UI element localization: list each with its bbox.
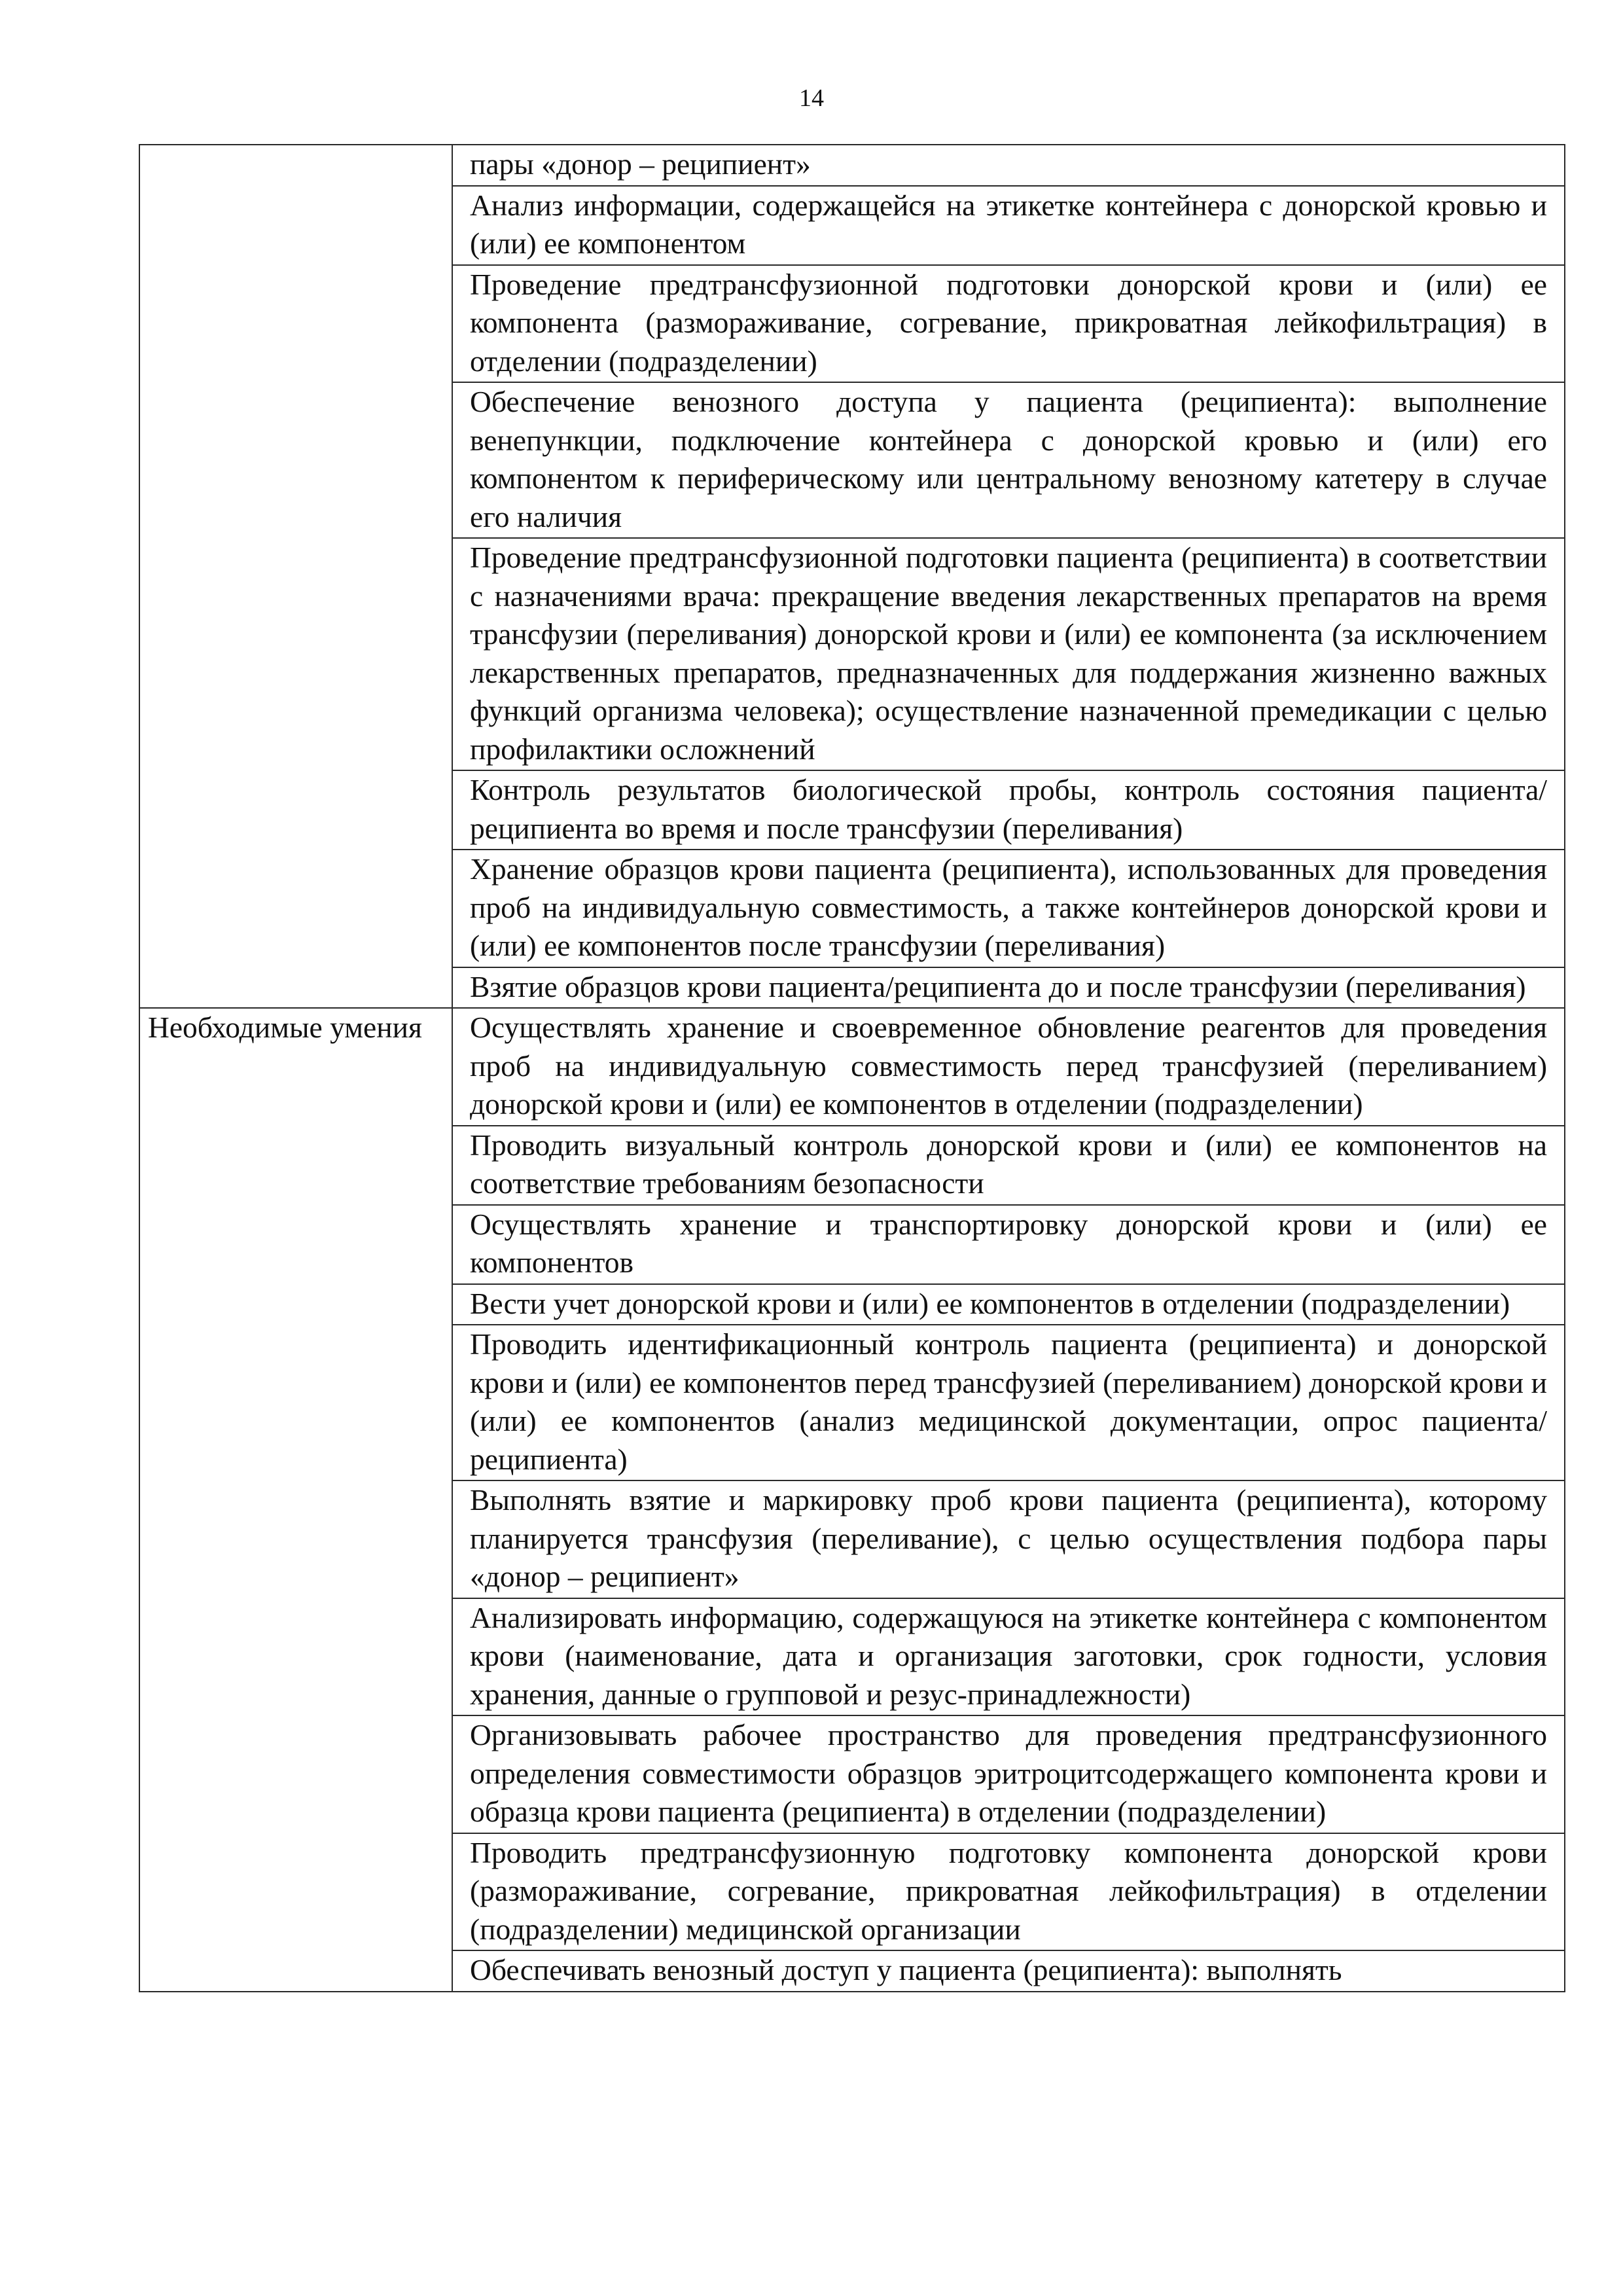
required-skills-label-cell: Необходимые умения [139, 1008, 452, 1992]
table-cell-text: Проводить предтрансфузионную подготовку компонента донорской крови (размораживание, согревание, прикроватная лейкофильтрация) в отделении (подразделении) медицинской организации [452, 1833, 1565, 1951]
table-cell-text: Обеспечение венозного доступа у пациента (реципиента): выполнение венепункции, подключение контейнера с донорской кровью и (или) его компонентом к периферическому или центральному венозному катетеру в случае его наличия [452, 382, 1565, 538]
table-cell-text: Анализ информации, содержащейся на этикетке контейнера с донорской кровью и (или) ее компонентом [452, 186, 1565, 265]
page-number: 14 [799, 84, 824, 112]
table-row [139, 1008, 1565, 1126]
table-cell-text: Контроль результатов биологической пробы, контроль состояния пациента/реципиента во время и после трансфузии (переливания) [452, 770, 1565, 850]
table-cell-text: Анализировать информацию, содержащуюся на этикетке контейнера с компонентом крови (наименование, дата и организация заготовки, срок годности, условия хранения, данные о групповой и резус-принадлежности) [452, 1598, 1565, 1716]
labor-actions-label-cell [139, 145, 452, 1008]
table-cell-text: Выполнять взятие и маркировку проб крови пациента (реципиента), которому планируется трансфузия (переливание), с целью осуществления подбора пары «донор – реципиент» [452, 1480, 1565, 1598]
competency-table [139, 144, 1565, 1992]
table-cell-text: Осуществлять хранение и своевременное обновление реагентов для проведения проб на индивидуальную совместимость перед трансфузией (переливанием) донорской крови и (или) ее компонентов в отделении (подразделении) [452, 1008, 1565, 1126]
table-cell-text: Обеспечивать венозный доступ у пациента (реципиента): выполнять [452, 1950, 1565, 1992]
table-cell-text: пары «донор – реципиент» [452, 145, 1565, 186]
table-cell-text: Организовывать рабочее пространство для проведения предтрансфузионного определения совместимости образцов эритроцитсодержащего компонента крови и образца крови пациента (реципиента) в отделении (подразделении) [452, 1715, 1565, 1833]
table-cell-text: Проведение предтрансфузионной подготовки донорской крови и (или) ее компонента (размораживание, согревание, прикроватная лейкофильтрация) в отделении (подразделении) [452, 265, 1565, 383]
table-cell-text: Вести учет донорской крови и (или) ее компонентов в отделении (подразделении) [452, 1284, 1565, 1325]
table-cell-text: Хранение образцов крови пациента (реципиента), использованных для проведения проб на индивидуальную совместимость, а также контейнеров донорской крови и (или) ее компонентов после трансфузии (переливания) [452, 850, 1565, 967]
table-cell-text: Взятие образцов крови пациента/реципиента до и после трансфузии (переливания) [452, 967, 1565, 1009]
table-cell-text: Проводить визуальный контроль донорской крови и (или) ее компонентов на соответствие требованиям безопасности [452, 1126, 1565, 1205]
table-row [139, 145, 1565, 186]
table-cell-text: Проведение предтрансфузионной подготовки пациента (реципиента) в соответствии с назначениями врача: прекращение введения лекарственных препаратов на время трансфузии (переливания) донорской крови и (или) ее компонента (за исключением лекарственных препаратов, предназначенных для поддержания жизненно важных функций организма человека); осуществление назначенной премедикации с целью профилактики осложнений [452, 538, 1565, 770]
table-cell-text: Осуществлять хранение и транспортировку донорской крови и (или) ее компонентов [452, 1205, 1565, 1284]
table-cell-text: Проводить идентификационный контроль пациента (реципиента) и донорской крови и (или) ее компонентов перед трансфузией (переливанием) донорской крови и (или) ее компонентов (анализ медицинской документации, опрос пациента/реципиента) [452, 1325, 1565, 1480]
